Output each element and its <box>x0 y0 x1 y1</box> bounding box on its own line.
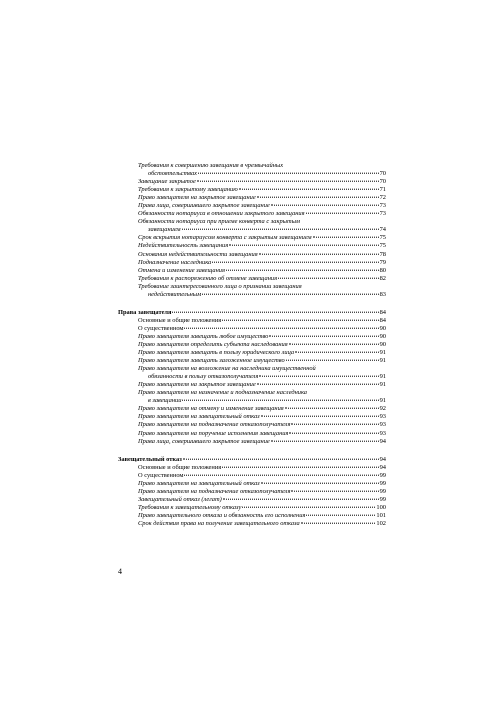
toc-entry-title: Завещание закрытое <box>138 178 196 186</box>
toc-leader-dots <box>202 293 378 294</box>
toc-entry[interactable] <box>118 317 386 325</box>
toc-entry-title-line1[interactable]: Требование заинтересованного лица о признании завещания <box>138 282 302 290</box>
toc-entry-title: Требования к завещательному отказу <box>138 503 242 511</box>
toc-entry[interactable] <box>118 488 386 496</box>
section-gap <box>118 299 386 309</box>
toc-entry[interactable] <box>118 226 386 234</box>
toc-entry-title: Основания недействительности завещания <box>138 250 258 258</box>
toc-page-number: 102 <box>376 519 386 527</box>
toc-entry[interactable] <box>118 341 386 349</box>
toc-page-number: 90 <box>379 324 386 332</box>
toc-entry-title: Право завещателя на закрытое завещание <box>138 381 256 389</box>
toc-entry-title: в завещании <box>148 397 182 405</box>
toc-page-number: 100 <box>376 503 386 511</box>
toc-entry[interactable] <box>118 430 386 438</box>
toc-page-number: 72 <box>379 194 386 202</box>
toc-leader-dots <box>242 507 375 508</box>
toc-leader-dots <box>278 277 379 278</box>
toc-page-number: 74 <box>379 226 386 234</box>
toc-page-number: 94 <box>379 455 386 463</box>
toc-entry-title: Право завещателя на завещательный отказ <box>138 413 260 421</box>
toc-entry[interactable] <box>118 464 386 472</box>
toc-page-number: 79 <box>379 258 386 266</box>
toc-leader-dots <box>223 499 379 500</box>
toc-page-number: 92 <box>379 405 386 413</box>
toc-entry-title: Права лица, совершившего закрытое завещание <box>138 202 270 210</box>
toc-page-number: 90 <box>379 332 386 340</box>
toc-entry-title: завещанием <box>148 226 181 234</box>
toc-leader-dots <box>261 482 379 483</box>
toc-entry-title: Право завещателя на отмену и изменение завещания <box>138 405 284 413</box>
toc-leader-dots <box>261 416 379 417</box>
page-number: 4 <box>118 567 122 576</box>
toc-leader-dots <box>184 474 378 475</box>
toc-entry-title: Право завещателя завещать любое имущество <box>138 332 269 340</box>
toc-leader-dots <box>182 400 378 401</box>
toc-leader-dots <box>222 466 378 467</box>
toc-page-number: 91 <box>379 373 386 381</box>
toc-leader-dots <box>285 408 379 409</box>
toc-block-3 <box>118 464 386 528</box>
toc-page-number: 80 <box>379 266 386 274</box>
toc-entry-title: Основные и общие положения <box>138 463 222 471</box>
toc-entry[interactable] <box>118 349 386 357</box>
toc-entry[interactable] <box>118 194 386 202</box>
toc-entry[interactable] <box>118 210 386 218</box>
toc-leader-dots <box>306 515 375 516</box>
toc-leader-dots <box>301 523 376 524</box>
toc-entry[interactable] <box>118 251 386 259</box>
toc-page-number: 93 <box>379 421 386 429</box>
toc-leader-dots <box>271 205 379 206</box>
toc-leader-dots <box>183 458 379 459</box>
toc-page-number: 99 <box>379 479 386 487</box>
toc-section-title: Завещательный отказ <box>118 455 182 463</box>
toc-entry-title: Права лица, совершившего закрытое завещание <box>138 437 270 445</box>
toc-entry[interactable] <box>118 178 386 186</box>
toc-entry[interactable] <box>118 472 386 480</box>
toc-entry[interactable] <box>118 381 386 389</box>
toc-page-number: 73 <box>379 202 386 210</box>
toc-entry-title: Право завещателя на подназначение отказополучателя <box>138 487 291 495</box>
toc-page-number: 75 <box>379 234 386 242</box>
toc-entry-title: Право завещателя на подназначение отказополучателя <box>138 421 291 429</box>
toc-page-number: 84 <box>379 316 386 324</box>
toc-entry[interactable] <box>118 186 386 194</box>
toc-entry-title: О существенном <box>138 471 184 479</box>
toc-entry[interactable] <box>118 275 386 283</box>
section-gap <box>118 446 386 456</box>
toc-leader-dots <box>271 440 379 441</box>
toc-section-zaveshchatelnyi-otkaz[interactable] <box>118 456 386 464</box>
toc-entry[interactable] <box>118 496 386 504</box>
toc-leader-dots <box>257 384 379 385</box>
toc-entry-title: Право завещателя завещать заложенное имущество <box>138 357 285 365</box>
toc-entry[interactable] <box>118 325 386 333</box>
toc-entry-title: Основные и общие положения <box>138 316 222 324</box>
toc-entry-title: Право завещателя определить субъекта наследования <box>138 340 288 348</box>
toc-page-number: 93 <box>379 429 386 437</box>
toc-leader-dots <box>182 229 379 230</box>
toc-leader-dots <box>226 269 379 270</box>
toc-page-number: 90 <box>379 340 386 348</box>
toc-page-number: 93 <box>379 413 386 421</box>
toc-page-number: 75 <box>379 242 386 250</box>
toc-entry-title: Срок вскрытия нотариусом конверта с закрытым завещанием <box>138 234 312 242</box>
table-of-contents <box>118 162 386 528</box>
toc-entry[interactable] <box>118 512 386 520</box>
toc-entry[interactable] <box>118 234 386 242</box>
toc-entry-title-line1[interactable]: Право завещателя на назначение и подназначение наследника <box>138 389 308 397</box>
toc-entry-title-line1[interactable]: Обязанности нотариуса при приеме конверта с закрытым <box>138 218 300 226</box>
toc-leader-dots <box>295 352 379 353</box>
toc-entry[interactable] <box>118 421 386 429</box>
toc-entry[interactable] <box>118 259 386 267</box>
toc-entry-title: Право завещателя на поручение исполнения завещания <box>138 429 289 437</box>
toc-entry-title-line1[interactable]: Требования к совершению завещания в чрезвычайных <box>138 162 284 169</box>
toc-entry-title: Право завещателя на закрытое завещание <box>138 194 256 202</box>
toc-entry-title: Требования к распоряжению об отмене завещания <box>138 274 278 282</box>
toc-entry-title: обстоятельствах <box>148 170 197 178</box>
toc-leader-dots <box>184 328 378 329</box>
toc-entry[interactable] <box>118 438 386 446</box>
toc-page-number: 94 <box>379 463 386 471</box>
toc-entry[interactable] <box>118 397 386 405</box>
toc-entry-title: Право завещателя завещать в пользу юридического лица <box>138 349 295 357</box>
toc-leader-dots <box>313 237 379 238</box>
toc-entry[interactable] <box>118 504 386 512</box>
toc-leader-dots <box>229 245 378 246</box>
toc-entry[interactable] <box>118 202 386 210</box>
toc-leader-dots <box>222 320 378 321</box>
toc-page-number: 70 <box>379 178 386 186</box>
toc-page-number: 91 <box>379 381 386 389</box>
toc-entry-title: Отмена и изменение завещания <box>138 266 225 274</box>
toc-page-number: 99 <box>379 471 386 479</box>
toc-entry-title: О существенном <box>138 324 184 332</box>
toc-leader-dots <box>269 336 378 337</box>
toc-entry-title: недействительным <box>148 290 202 298</box>
toc-entry-title: Подназначение наследника <box>138 258 212 266</box>
toc-entry-title: Срок действия права на получение завещательного отказа <box>138 519 300 527</box>
toc-page-number: 70 <box>379 170 386 178</box>
toc-leader-dots <box>306 213 379 214</box>
toc-entry[interactable] <box>118 405 386 413</box>
toc-page-number: 73 <box>379 210 386 218</box>
toc-leader-dots <box>259 376 378 377</box>
toc-entry[interactable] <box>118 267 386 275</box>
toc-page-number: 82 <box>379 274 386 282</box>
toc-leader-dots <box>197 181 379 182</box>
toc-leader-dots <box>239 189 379 190</box>
toc-leader-dots <box>198 173 379 174</box>
toc-entry-title: Право завещателя на завещательный отказ <box>138 479 260 487</box>
toc-entry-title: Обязанности нотариуса в отношении закрытого завещания <box>138 210 305 218</box>
toc-leader-dots <box>259 253 379 254</box>
toc-entry[interactable] <box>118 480 386 488</box>
toc-page-number: 91 <box>379 357 386 365</box>
toc-section-prava-zaveshchatelya[interactable] <box>118 309 386 317</box>
toc-section-title: Права завещателя <box>118 308 172 316</box>
toc-entry-title: Право завещательного отказа и обязанность его исполнения <box>138 511 306 519</box>
toc-page-number: 91 <box>379 349 386 357</box>
toc-page-number: 99 <box>379 487 386 495</box>
toc-block-1 <box>118 162 386 299</box>
toc-entry[interactable] <box>118 170 386 178</box>
toc-entry[interactable] <box>118 291 386 299</box>
toc-entry-title: Требования к закрытому завещанию <box>138 186 238 194</box>
toc-page-number: 84 <box>379 308 386 316</box>
toc-leader-dots <box>212 261 378 262</box>
toc-leader-dots <box>257 197 379 198</box>
toc-entry-title: Недействительность завещания <box>138 242 229 250</box>
toc-leader-dots <box>291 424 378 425</box>
toc-page-number: 94 <box>379 437 386 445</box>
toc-leader-dots <box>172 311 378 312</box>
toc-page-number: 83 <box>379 290 386 298</box>
toc-leader-dots <box>291 490 378 491</box>
toc-page-number: 91 <box>379 397 386 405</box>
toc-entry-title-line1[interactable]: Право завещателя на возложение на наследника имущественной <box>138 365 316 373</box>
toc-block-2 <box>118 317 386 446</box>
toc-entry[interactable] <box>118 333 386 341</box>
toc-page-number: 78 <box>379 250 386 258</box>
toc-entry[interactable] <box>118 357 386 365</box>
toc-leader-dots <box>286 360 379 361</box>
toc-leader-dots <box>289 432 378 433</box>
toc-entry-title: обязанности в пользу отказополучателя <box>148 373 259 381</box>
toc-leader-dots <box>289 344 379 345</box>
toc-entry[interactable] <box>118 373 386 381</box>
toc-page-number: 99 <box>379 495 386 503</box>
toc-entry[interactable] <box>118 413 386 421</box>
toc-entry[interactable] <box>118 242 386 250</box>
toc-entry-title: Завещательный отказ (легат) <box>138 495 222 503</box>
toc-page-number: 101 <box>376 511 386 519</box>
toc-page-number: 71 <box>379 186 386 194</box>
toc-entry[interactable] <box>118 520 386 528</box>
